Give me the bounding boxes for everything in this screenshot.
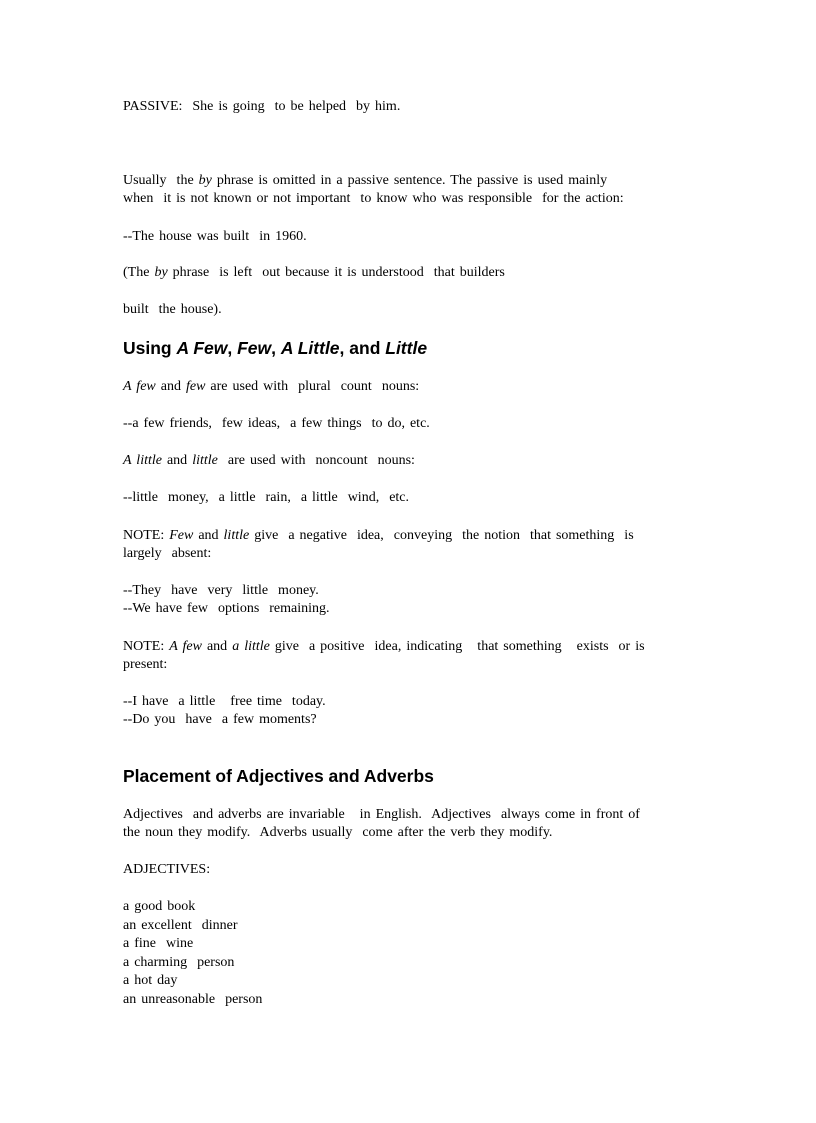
heading-run: Using (123, 338, 177, 358)
text-run: give a positive idea, indicating that something exists or is (269, 639, 645, 654)
note-label: NOTE: (123, 639, 170, 654)
text-run: are used with noncount nouns: (217, 453, 415, 468)
house-example: --The house was built in 1960. (123, 229, 307, 244)
adjectives-label: ADJECTIVES: (123, 862, 211, 877)
note-positive-line-1 (123, 638, 645, 657)
positive-example-2: --Do you have a few moments? (123, 712, 317, 727)
italic-a-little: A little (123, 453, 162, 468)
little-examples: --little money, a little rain, a little wind, etc. (123, 490, 410, 505)
adjective-example: a good book (123, 899, 196, 914)
heading-run-italic: A Few (176, 338, 228, 358)
placement-paragraph-line-1: Adjectives and adverbs are invariable in English. Adjectives always come in front of (123, 807, 640, 822)
heading-run: , (271, 338, 281, 358)
note-negative-line-1 (123, 527, 634, 546)
note-label: NOTE: (123, 528, 170, 543)
few-examples: --a few friends, few ideas, a few things to do, etc. (123, 416, 430, 431)
italic-a-few: A few (169, 639, 202, 654)
positive-example-1: --I have a little free time today. (123, 694, 326, 709)
little-rule (123, 452, 415, 471)
few-rule (123, 378, 419, 397)
negative-example-1: --They have very little money. (123, 583, 319, 598)
heading-run-italic: Little (385, 338, 428, 358)
heading-run: , and (339, 338, 386, 358)
negative-example-2: --We have few options remaining. (123, 601, 330, 616)
text-run: (The (123, 265, 155, 280)
passive-example: PASSIVE: She is going to be helped by him. (123, 99, 401, 114)
italic-by: by (154, 265, 168, 280)
adjective-example: an excellent dinner (123, 918, 238, 933)
italic-few: Few (169, 528, 194, 543)
italic-a-little: a little (232, 639, 270, 654)
text-run: are used with plural count nouns: (205, 379, 420, 394)
text-run: give a negative idea, conveying the notion that something is (249, 528, 634, 543)
adjective-example: a charming person (123, 955, 235, 970)
heading-run: , (227, 338, 238, 358)
by-phrase-paragraph-line-2: when it is not known or not important to know who was responsible for the action: (123, 191, 624, 206)
heading-placement: Placement of Adjectives and Adverbs (123, 766, 434, 786)
placement-paragraph-line-2: the noun they modify. Adverbs usually come after the verb they modify. (123, 825, 553, 840)
italic-little: little (223, 528, 250, 543)
house-note-line-1 (123, 264, 505, 283)
adjective-example: a hot day (123, 973, 178, 988)
by-phrase-paragraph-line-1 (123, 172, 607, 191)
text-run: and (193, 528, 224, 543)
italic-little: little (192, 453, 218, 468)
note-positive-line-2: present: (123, 657, 168, 672)
italic-by: by (198, 173, 212, 188)
text-run: and (201, 639, 233, 654)
note-negative-line-2: largely absent: (123, 546, 212, 561)
adjective-example: an unreasonable person (123, 992, 263, 1007)
heading-run-italic: Few (237, 338, 272, 358)
text-run: phrase is left out because it is understood that builders (167, 265, 505, 280)
text-run: and (161, 453, 193, 468)
adjective-example: a fine wine (123, 936, 194, 951)
house-note-line-2: built the house). (123, 302, 222, 317)
heading-run-italic: A Little (280, 338, 340, 358)
italic-few: few (185, 379, 206, 394)
text-run: and (155, 379, 186, 394)
heading-using-few-little (123, 337, 427, 359)
text-run: Usually the (123, 173, 199, 188)
text-run: phrase is omitted in a passive sentence. The passive is used mainly (211, 173, 608, 188)
italic-a-few: A few (123, 379, 156, 394)
